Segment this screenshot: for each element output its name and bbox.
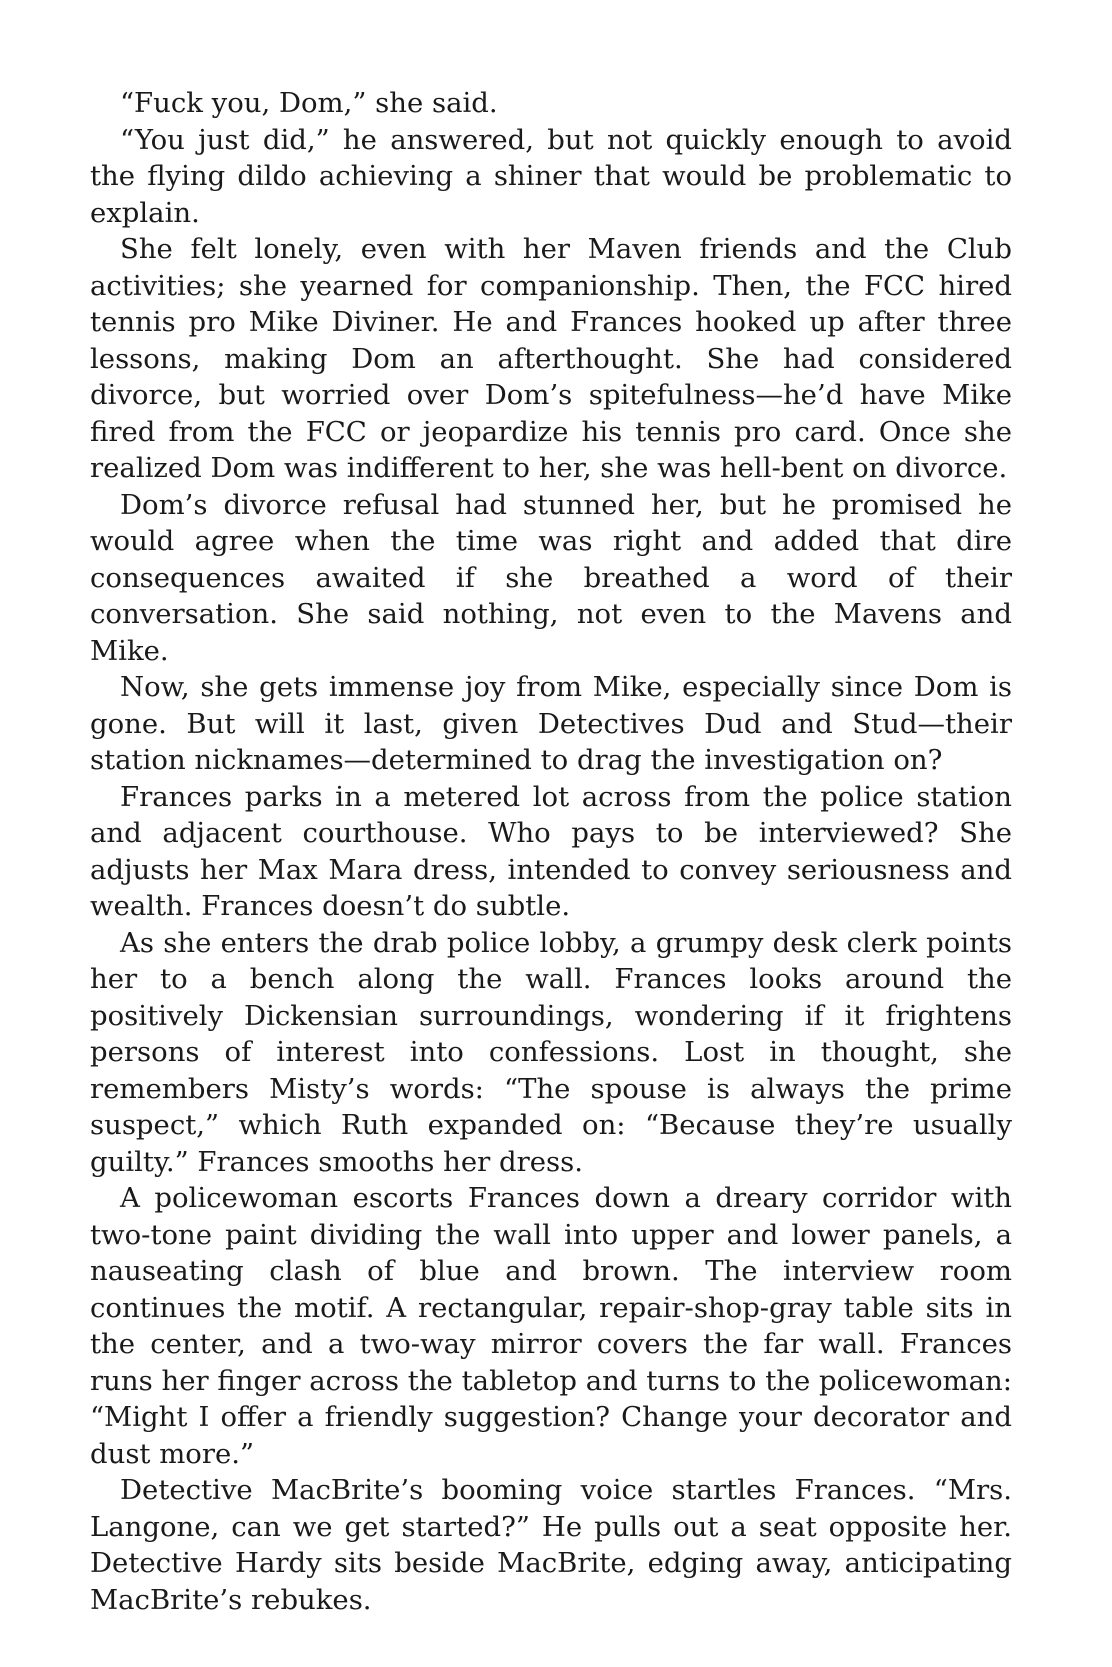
paragraph: Now, she gets immense joy from Mike, especially since Dom is gone. But will it last, given Detectives Dud and Stud—their station nicknames—determined to drag the investigation on?: [90, 671, 1012, 776]
paragraph: Frances parks in a metered lot across from the police station and adjacent courthouse. Who pays to be interviewed? She adjusts her Max Mara dress, intended to convey seriousness and wealth. Frances doesn’t do subtle.: [90, 780, 1012, 922]
book-page-text: [90, 85, 1012, 1618]
paragraph: A policewoman escorts Frances down a dreary corridor with two-tone paint dividing the wall into upper and lower panels, a nauseating clash of blue and brown. The interview room continues the motif. A rectangular, repair-shop-gray table sits in the center, and a two-way mirror covers the far wall. Frances runs her finger across the tabletop and turns to the policewoman: “Might I offer a friendly suggestion? Change your decorator and dust more.”: [90, 1182, 1012, 1470]
paragraph: Detective MacBrite’s booming voice startles Frances. “Mrs. Langone, can we get started?” He pulls out a seat opposite her. Detective Hardy sits beside MacBrite, edging away, anticipating MacBrite’s rebukes.: [90, 1474, 1012, 1616]
paragraph: “Fuck you, Dom,” she said.: [120, 87, 498, 119]
paragraph: As she enters the drab police lobby, a grumpy desk clerk points her to a bench along the wall. Frances looks around the positively Dickensian surroundings, wondering if it frightens persons of interest into confessions. Lost in thought, she remembers Misty’s words: “The spouse is always the prime suspect,” which Ruth expanded on: “Because they’re usually guilty.” Frances smooths her dress.: [90, 926, 1012, 1178]
paragraph: Dom’s divorce refusal had stunned her, but he promised he would agree when the time was right and added that dire consequences awaited if she breathed a word of their conversation. She said nothing, not even to the Mavens and Mike.: [90, 488, 1012, 667]
paragraph: She felt lonely, even with her Maven friends and the Club activities; she yearned for companionship. Then, the FCC hired tennis pro Mike Diviner. He and Frances hooked up after three lessons, making Dom an afterthought. She had considered divorce, but worried over Dom’s spitefulness—he’d have Mike fired from the FCC or jeopardize his tennis pro card. Once she realized Dom was indifferent to her, she was hell-bent on divorce.: [90, 233, 1012, 484]
paragraph: “You just did,” he answered, but not quickly enough to avoid the flying dildo achieving a shiner that would be problematic to explain.: [90, 123, 1012, 229]
